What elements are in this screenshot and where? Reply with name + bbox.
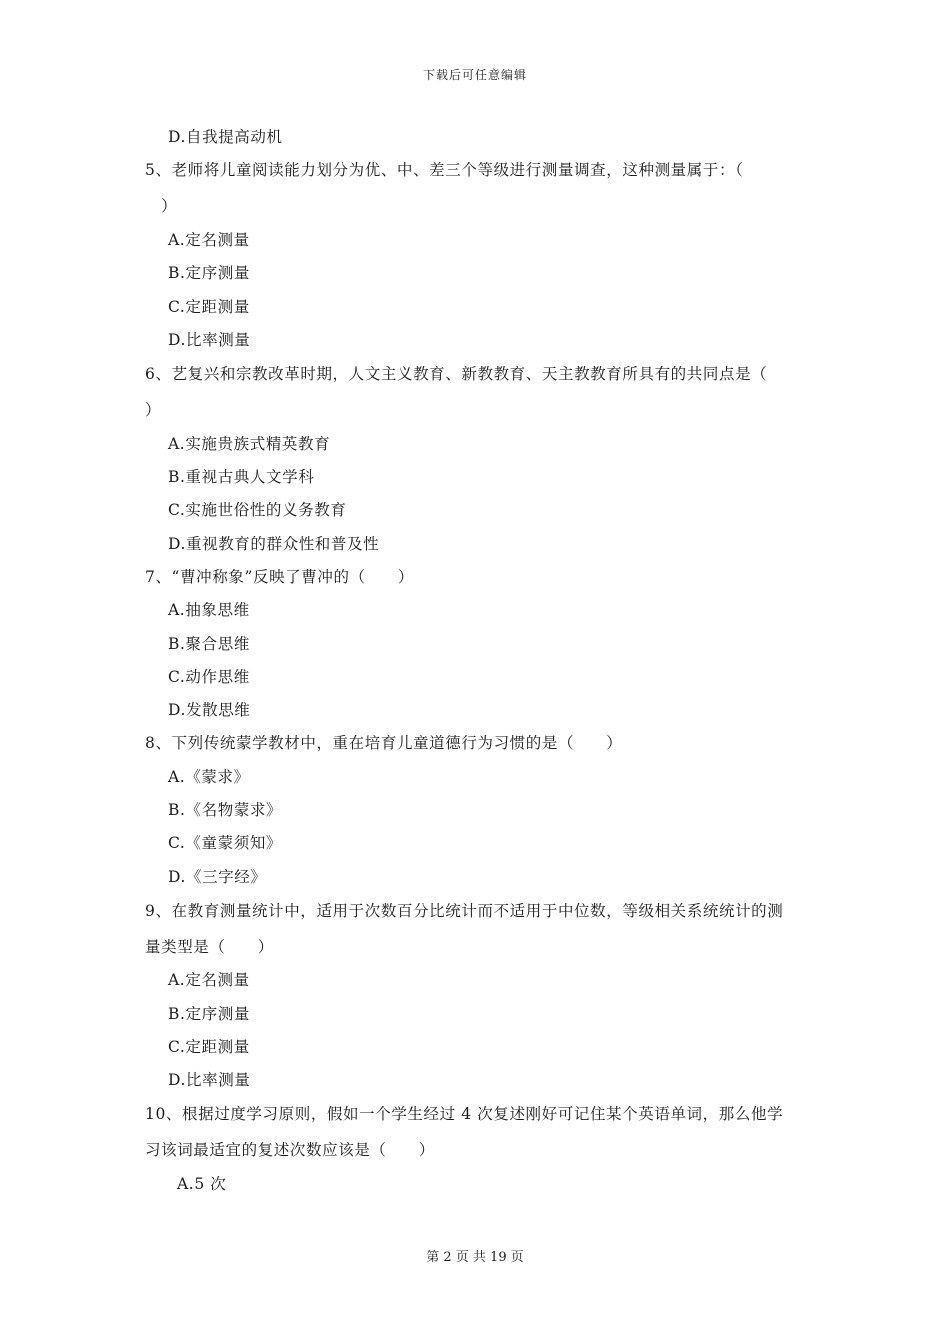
option-line: B.定序测量 (168, 264, 250, 282)
option-line: B.聚合思维 (168, 635, 250, 653)
question-5-continuation: ） (145, 197, 178, 215)
option-line: D.比率测量 (168, 1071, 251, 1089)
question-10: 10、根据过度学习原则，假如一个学生经过 4 次复述刚好可记住某个英语单词，那么他学 (145, 1105, 784, 1123)
question-6-continuation: ） (145, 401, 162, 419)
page-header: 下载后可任意编辑 (422, 68, 527, 82)
option-line: A.抽象思维 (168, 601, 250, 619)
option-line: C.定距测量 (168, 298, 250, 316)
option-line: D.自我提高动机 (168, 128, 283, 146)
question-5: 5、老师将儿童阅读能力划分为优、中、差三个等级进行测量调查，这种测量属于：（ (145, 161, 744, 179)
option-line: D.《三字经》 (168, 868, 267, 886)
question-7: 7、“曹冲称象”反映了曹冲的（ ） (145, 568, 415, 586)
option-line: C.《童蒙须知》 (168, 834, 283, 852)
option-line: A.定名测量 (168, 231, 250, 249)
option-line: D.重视教育的群众性和普及性 (168, 535, 380, 553)
question-9: 9、在教育测量统计中，适用于次数百分比统计而不适用于中位数，等级相关系统统计的测 (145, 902, 784, 920)
option-line: A.定名测量 (168, 971, 250, 989)
option-line: C.实施世俗性的义务教育 (168, 501, 347, 519)
option-line: A.实施贵族式精英教育 (168, 435, 331, 453)
option-line: A.《蒙求》 (168, 768, 250, 786)
question-10-continuation: 习该词最适宜的复述次数应该是（ ） (145, 1141, 435, 1159)
page-footer: 第 2 页 共 19 页 (426, 1250, 524, 1265)
question-8: 8、下列传统蒙学教材中，重在培育儿童道德行为习惯的是（ ） (145, 734, 623, 752)
option-line: D.发散思维 (168, 701, 251, 719)
option-line: C.定距测量 (168, 1038, 250, 1056)
question-6: 6、艺复兴和宗教改革时期，人文主义教育、新教教育、天主教教育所具有的共同点是（ (145, 365, 768, 383)
option-line: C.动作思维 (168, 668, 250, 686)
question-9-continuation: 量类型是（ ） (145, 938, 274, 956)
option-line: B.《名物蒙求》 (168, 801, 283, 819)
option-line: A.5 次 (177, 1175, 227, 1193)
option-line: D.比率测量 (168, 331, 251, 349)
option-line: B.重视古典人文学科 (168, 468, 315, 486)
option-line: B.定序测量 (168, 1005, 250, 1023)
